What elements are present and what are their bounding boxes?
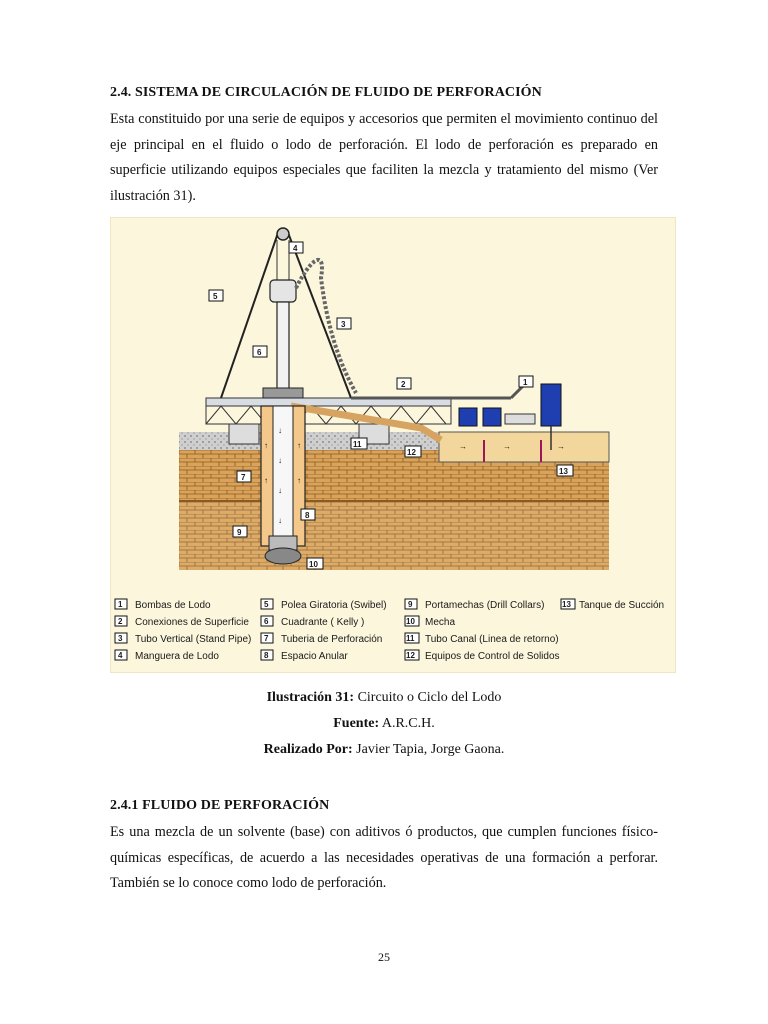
svg-text:4: 4 [118,651,123,660]
svg-text:Cuadrante ( Kelly ): Cuadrante ( Kelly ) [281,617,365,628]
legend-item-8 [261,650,348,662]
derrick-leg-left [221,230,279,398]
svg-text:10: 10 [406,617,415,626]
svg-text:Polea Giratoria (Swibel): Polea Giratoria (Swibel) [281,600,387,611]
svg-text:Equipos de Control de Solidos: Equipos de Control de Solidos [425,651,560,662]
legend-item-4 [115,650,219,662]
legend-item-1 [115,599,211,611]
svg-text:11: 11 [353,440,362,449]
callout-13 [557,465,573,476]
svg-text:↓: ↓ [278,456,282,465]
legend-item-5 [261,599,387,611]
svg-text:→: → [459,442,467,451]
legend-item-13 [561,599,664,611]
source-label: Fuente: [333,716,380,731]
mud-circulation-illustration [110,217,676,673]
svg-text:7: 7 [241,473,246,482]
kelly [277,302,289,394]
svg-text:Tubo Vertical (Stand Pipe): Tubo Vertical (Stand Pipe) [135,634,252,645]
svg-text:Tubo Canal (Linea de retorno): Tubo Canal (Linea de retorno) [425,634,559,645]
legend-item-6 [261,616,364,628]
callout-3 [337,318,351,329]
svg-text:Mecha: Mecha [425,617,456,628]
drill-bit [265,548,301,564]
svg-text:Tanque de Succión: Tanque de Succión [579,600,665,611]
callout-12 [405,446,421,457]
figure-caption [0,690,768,706]
legend-item-10 [405,616,455,628]
callout-7 [237,471,251,482]
legend-item-12 [405,650,560,662]
svg-text:2: 2 [118,617,123,626]
svg-text:Espacio Anular: Espacio Anular [281,651,348,662]
svg-text:3: 3 [118,634,123,643]
author-text: Javier Tapia, Jorge Gaona. [352,742,505,757]
svg-text:Bombas de Lodo: Bombas de Lodo [135,600,211,611]
derrick-leg-right [287,230,351,398]
callout-2 [397,378,411,389]
mud-pump-main [541,384,561,426]
callout-1 [519,376,533,387]
svg-text:5: 5 [264,600,269,609]
svg-text:3: 3 [341,320,346,329]
source-text: A.R.C.H. [379,716,435,731]
svg-text:Manguera de Lodo: Manguera de Lodo [135,651,219,662]
page-number: 25 [378,950,390,964]
svg-text:8: 8 [305,511,310,520]
svg-text:1: 1 [118,600,123,609]
legend-item-7 [261,633,382,645]
rig-diagram [111,218,675,672]
swivel [270,280,296,302]
figure-source [0,716,768,732]
svg-text:12: 12 [407,448,416,457]
svg-text:Portamechas (Drill Collars): Portamechas (Drill Collars) [425,600,545,611]
svg-text:Conexiones de Superficie: Conexiones de Superficie [135,617,249,628]
svg-text:↓: ↓ [278,486,282,495]
author-label: Realizado Por: [263,742,353,757]
svg-text:→: → [557,442,565,451]
svg-text:13: 13 [562,600,571,609]
mud-pump-1 [459,408,477,426]
svg-text:10: 10 [309,560,318,569]
callout-5 [209,290,223,301]
callout-4 [289,242,303,253]
svg-text:↑: ↑ [297,441,301,450]
svg-text:Tuberia de Perforación: Tuberia de Perforación [281,634,383,645]
svg-text:1: 1 [523,378,528,387]
callout-6 [253,346,267,357]
mud-pump-2 [483,408,501,426]
svg-text:7: 7 [264,634,269,643]
svg-text:↑: ↑ [264,476,268,485]
legend-item-2 [115,616,249,628]
svg-text:↓: ↓ [278,516,282,525]
section-paragraph: Esta constituido por una serie de equipos y accesorios que permiten el movimiento continuo del eje principal en el fluido o lodo de perforación. El lodo de perforación es preparado en superficie utilizando equipos especiales que faciliten la mezcla y tratamiento del mismo (Ver ilustración 31). [110,111,658,204]
svg-text:8: 8 [264,651,269,660]
svg-text:13: 13 [559,467,568,476]
callout-8 [301,509,315,520]
subsection-heading: 2.4.1 FLUIDO DE PERFORACIÓN [110,798,330,813]
figure-author [0,742,768,758]
callout-9 [233,526,247,537]
svg-text:9: 9 [408,600,413,609]
subsection-paragraph: Es una mezcla de un solvente (base) con aditivos ó productos, que cumplen funciones físico-químicas específicas, de acuerdo a las necesidades operativas de una formación a perforar. También se lo conoce como lodo de perforación. [110,824,658,891]
svg-text:6: 6 [264,617,269,626]
svg-text:2: 2 [401,380,406,389]
svg-text:11: 11 [406,634,415,643]
svg-text:↑: ↑ [264,441,268,450]
section-heading: 2.4. SISTEMA DE CIRCULACIÓN DE FLUIDO DE PERFORACIÓN [110,85,542,100]
legend-item-11 [405,633,559,645]
callout-11 [351,438,367,449]
drill-pipe [273,406,293,538]
svg-text:6: 6 [257,348,262,357]
caption-text: Circuito o Ciclo del Lodo [354,690,502,705]
caption-label: Ilustración 31: [266,690,355,705]
svg-text:12: 12 [406,651,415,660]
svg-text:9: 9 [237,528,242,537]
svg-text:→: → [503,442,511,451]
legend-item-3 [115,633,251,645]
legend [115,599,664,662]
svg-text:5: 5 [213,292,218,301]
svg-text:↓: ↓ [278,426,282,435]
legend-item-9 [405,599,544,611]
svg-text:4: 4 [293,244,298,253]
callout-10 [307,558,323,569]
svg-text:↑: ↑ [297,476,301,485]
